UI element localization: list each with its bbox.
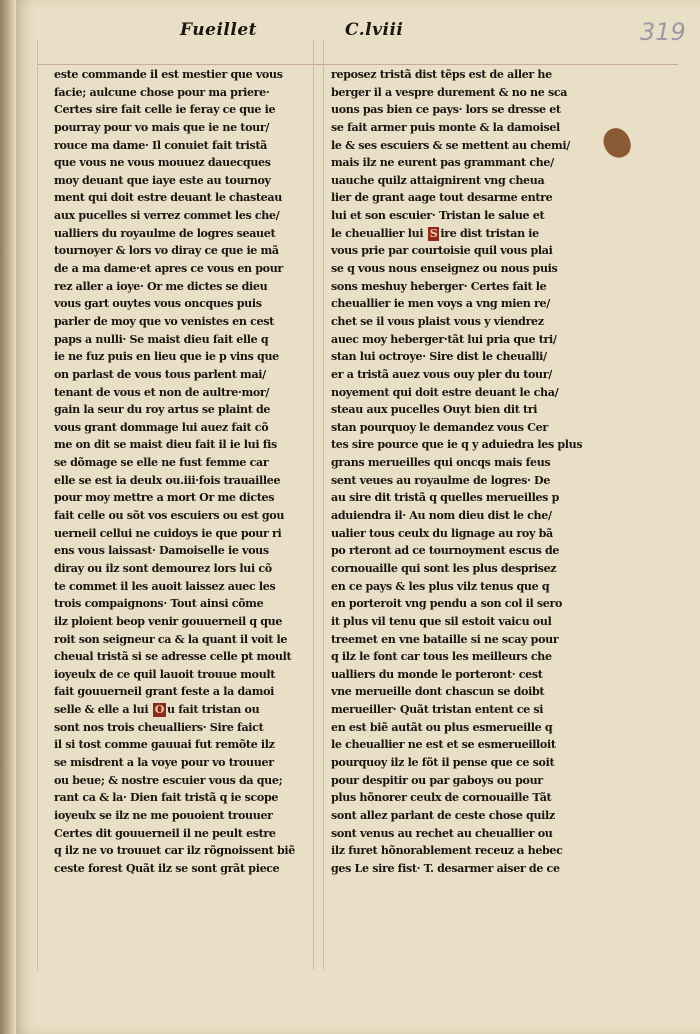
text-line: po rteront ad ce tournoyment escus de — [331, 544, 560, 558]
text-line: te commet il les auoit laissez auec les — [54, 579, 276, 593]
text-line: rez aller a ioye· Or me dictes se dieu — [54, 279, 268, 293]
text-line: se dõmage se elle ne fust femme car — [54, 456, 269, 470]
text-line: chet se il vous plaist vous y viendrez — [331, 314, 544, 328]
text-line: uerneil cellui ne cuidoys ie que pour ri — [54, 526, 282, 540]
text-line: ilz ploient beop venir gouuerneil q que — [54, 614, 283, 628]
text-line: gain la seur du roy artus se plaint de — [54, 403, 271, 417]
text-line: le cheuallier ne est et se esmerueilloit — [331, 738, 556, 752]
text-line: uauche quilz attaignirent vng cheua — [331, 173, 545, 187]
text-line: ens vous laissast· Damoiselle ie vous — [54, 544, 269, 558]
text-line: on parlast de vous tous parlent mai/ — [54, 367, 266, 381]
text-line: elle se est ia deulx ou.iii·fois trauaillee — [54, 473, 281, 487]
text-line: se q vous nous enseignez ou nous puis — [331, 262, 558, 276]
text-column-left — [54, 66, 310, 877]
text-line: ioyeulx se ilz ne me pouoient trouuer — [54, 808, 273, 822]
text-line: paps a nulli· Se maist dieu fait elle q — [54, 332, 269, 346]
red-initial: S — [429, 226, 438, 240]
ruling-line-middle-2 — [323, 40, 324, 970]
text-line: sent veues au royaulme de logres· De — [331, 473, 551, 487]
text-line: cornouaille qui sont les plus desprisez — [331, 561, 557, 575]
text-line: it plus vil tenu que sil estoit vaicu oul — [331, 614, 552, 628]
red-initial: O — [154, 703, 165, 717]
text-line: le cheuallier lui S ire dist tristan ie — [331, 226, 539, 240]
text-line: sont venus au rechet au cheuallier ou — [331, 826, 553, 840]
text-line: ualliers du royaulme de logres seauet — [54, 226, 276, 240]
text-line: ilz furet hõnorablement receuz a hebec — [331, 844, 563, 858]
text-line: pour moy mettre a mort Or me dictes — [54, 491, 275, 505]
text-line: se misdrent a la voye pour vo trouuer — [54, 755, 274, 769]
text-line: cheual tristã si se adresse celle pt moult — [54, 650, 292, 664]
text-line: auec moy heberger·tãt lui pria que tri/ — [331, 332, 557, 346]
text-line: facie; aulcune chose pour ma priere· — [54, 85, 270, 99]
text-line: ceste forest Quãt ilz se sont grãt piece — [54, 861, 280, 875]
text-line: merueiller· Quãt tristan entent ce si — [331, 703, 544, 717]
text-line: grans merueilles qui oncqs mais feus — [331, 456, 551, 470]
running-title: Fueillet — [180, 20, 257, 40]
text-line: pourquoy ilz le fõt il pense que ce soit — [331, 755, 555, 769]
text-line: ou beue; & nostre escuier vous da que; — [54, 773, 283, 787]
text-line: ualliers du monde le porteront· cest — [331, 667, 543, 681]
text-line: ioyeulx de ce quil lauoit trouue moult — [54, 667, 276, 681]
text-line: en porteroit vng pendu a son col il sero — [331, 597, 563, 611]
text-line: fait gouuerneil grant feste a la damoi — [54, 685, 275, 699]
text-line: fait celle ou sõt vos escuiers ou est gou — [54, 509, 285, 523]
text-line: Certes sire fait celle ie feray ce que ie — [54, 103, 276, 117]
text-line: sont nos trois cheualliers· Sire faict — [54, 720, 264, 734]
text-line: diray ou ilz sont demourez lors lui cõ — [54, 561, 272, 575]
book-gutter — [0, 0, 16, 1034]
text-line: steau aux pucelles Ouyt bien dit tri — [331, 403, 538, 417]
text-line: en est biẽ autãt ou plus esmerueille q — [331, 720, 553, 734]
text-line: trois compaignons· Tout ainsi cõme — [54, 597, 264, 611]
pencil-page-number: 319 — [640, 18, 686, 46]
text-line: rouce ma dame· Il conuiet fait tristã — [54, 138, 268, 152]
text-line: de a ma dame·et apres ce vous en pour — [54, 262, 283, 276]
text-line: mais ilz ne eurent pas grammant che/ — [331, 156, 554, 170]
text-line: reposez tristã dist tẽps est de aller he — [331, 68, 552, 81]
text-line: plus hõnorer ceulx de cornouaille Tãt — [331, 791, 552, 805]
text-line: moy deuant que iaye este au tournoy — [54, 173, 271, 187]
text-line: selle & elle a lui O u fait tristan ou — [54, 703, 260, 717]
text-line: noyement qui doit estre deuant le cha/ — [331, 385, 559, 399]
text-line: vous gart ouytes vous oncques puis — [54, 297, 262, 311]
text-line: ie ne fuz puis en lieu que ie p vins que — [54, 350, 279, 364]
text-line: er a tristã auez vous ouy pler du tour/ — [331, 367, 552, 381]
text-line: roit son seigneur ca & la quant il voit le — [54, 632, 288, 646]
text-line: uons pas bien ce pays· lors se dresse et — [331, 103, 561, 117]
text-line: vous prie par courtoisie quil vous plai — [331, 244, 553, 258]
ruling-line-top — [38, 64, 678, 65]
ruling-line-middle — [313, 40, 314, 970]
text-column-right — [331, 66, 587, 877]
text-line: stan pourquoy le demandez vous Cer — [331, 420, 548, 434]
text-line: vne merueille dont chascun se doibt — [331, 685, 545, 699]
text-line: lui et son escuier· Tristan le salue et — [331, 209, 545, 223]
text-line: se fait armer puis monte & la damoisel — [331, 120, 560, 134]
text-line: treemet en vne bataille si ne scay pour — [331, 632, 559, 646]
text-line: q ilz le font car tous les meilleurs che — [331, 650, 552, 664]
text-line: tournoyer & lors vo diray ce que ie mã — [54, 244, 279, 258]
text-line: lier de grant aage tout desarme entre — [331, 191, 553, 205]
text-line: en ce pays & les plus vilz tenus que q — [331, 579, 550, 593]
text-line: Certes dit gouuerneil il ne peult estre — [54, 826, 276, 840]
text-line: tenant de vous et non de aultre·mor/ — [54, 385, 270, 399]
text-line: aduiendra il· Au nom dieu dist le che/ — [331, 509, 552, 523]
text-line: sont allez parlant de ceste chose quilz — [331, 808, 555, 822]
text-line: berger il a vespre durement & no ne sca — [331, 85, 568, 99]
text-line: ualier tous ceulx du lignage au roy bã — [331, 526, 553, 540]
text-line: parler de moy que vo venistes en cest — [54, 314, 274, 328]
text-line: tes sire pource que ie q y aduiedra les plus — [331, 438, 583, 452]
text-line: cheuallier ie men voys a vng mien re/ — [331, 297, 550, 311]
text-line: sons meshuy heberger· Certes fait le — [331, 279, 547, 293]
folio-number: C.lviii — [345, 20, 404, 40]
text-line: ment qui doit estre deuant le chasteau — [54, 191, 282, 205]
text-line: aux pucelles si verrez commet les che/ — [54, 209, 280, 223]
text-line: que vous ne vous mouuez dauecques — [54, 156, 271, 170]
text-line: vous grant dommage lui auez fait cõ — [54, 420, 269, 434]
text-line: rant ca & la· Dien fait tristã q ie scope — [54, 791, 279, 805]
text-line: au sire dit tristã q quelles merueilles p — [331, 491, 559, 505]
text-line: me on dit se maist dieu fait il ie lui fis — [54, 438, 277, 452]
text-line: il si tost comme gauuai fut remõte ilz — [54, 738, 275, 752]
text-line: le & ses escuiers & se mettent au chemi/ — [331, 138, 570, 152]
text-line: q ilz ne vo trouuet car ilz rõgnoissent biẽ — [54, 844, 295, 858]
ruling-line-left — [37, 40, 38, 970]
text-line: este commande il est mestier que vous — [54, 68, 283, 81]
text-line: stan lui octroye· Sire dist le cheualli/ — [331, 350, 547, 364]
text-line: pour despitir ou par gaboys ou pour — [331, 773, 543, 787]
text-line: pourray pour vo mais que ie ne tour/ — [54, 120, 270, 134]
text-line: ges Le sire fist· T. desarmer aiser de ce — [331, 861, 560, 875]
